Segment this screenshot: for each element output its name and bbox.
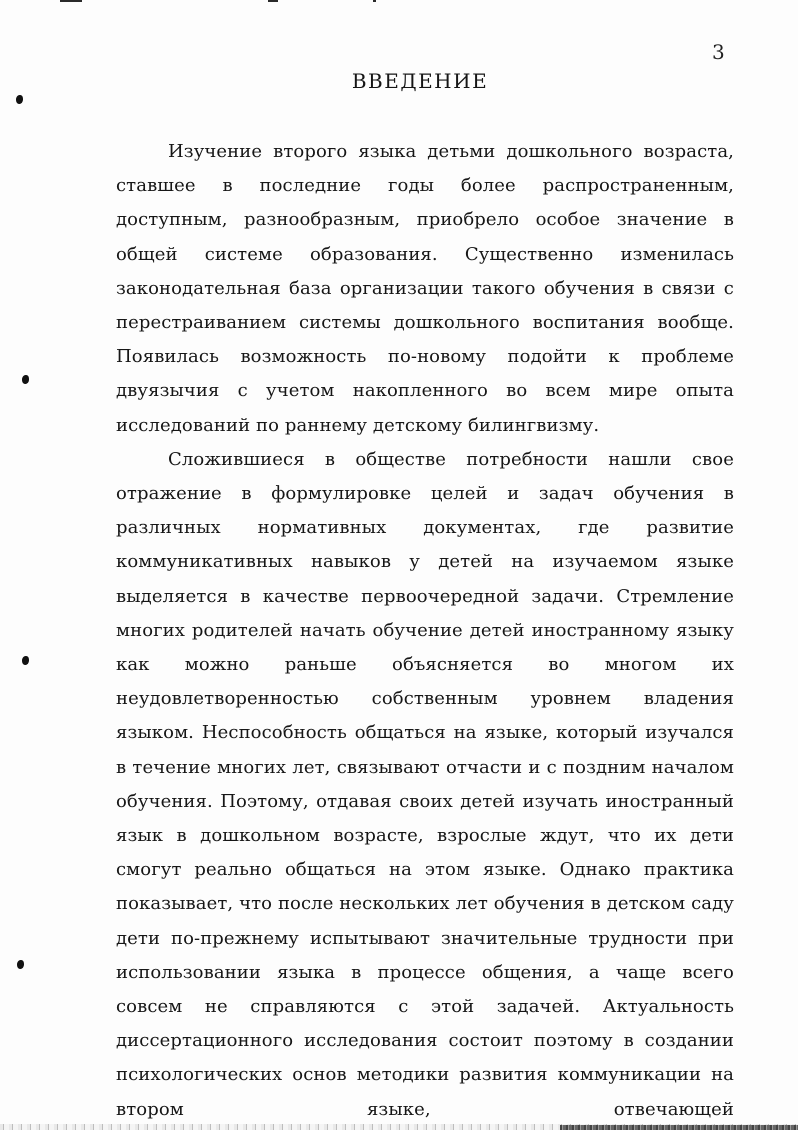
page-title: ВВЕДЕНИЕ bbox=[351, 69, 489, 93]
binding-hole-mark bbox=[22, 375, 29, 384]
binding-hole-mark bbox=[16, 95, 23, 104]
scan-edge-mark bbox=[373, 0, 376, 2]
binding-hole-mark bbox=[17, 960, 24, 969]
paragraph: Сложившиеся в обществе потребности нашли свое отражение в формулировке целей и задач обучения в различных нормативных документах, где развитие коммуникативных навыков у детей на изучаемом языке выделяется в качестве первоочередной задачи. Стремление многих родителей начать обучение детей иностранному языку как можно раньше объясняется во многом их неудовлетворенностью собственным уровнем владения языком. Неспособность общаться на языке, который изучался в течение многих лет, связывают отчасти и с поздним началом обучения. Поэтому, отдавая своих детей изучать иностранный язык в дошкольном возрасте, взрослые ждут, что их дети смогут реально общаться на этом языке. Однако практика показывает, что после нескольких лет обучения в детском саду дети по-прежнему испытывают значительные трудности при использовании языка в процессе общения, а чаще всего совсем не справляются с этой задачей. Актуальность диссертационного исследования состоит поэтому в создании психологических основ методики развития коммуникации на втором языке, отвечающей bbox=[116, 448, 734, 1120]
page-number: 3 bbox=[712, 40, 725, 64]
scan-edge-mark bbox=[268, 0, 278, 2]
body-text bbox=[116, 135, 734, 1127]
scan-bottom-edge bbox=[560, 1125, 798, 1130]
scan-edge-mark bbox=[60, 0, 82, 2]
paragraph: Изучение второго языка детьми дошкольного возраста, ставшее в последние годы более распространенным, доступным, разнообразным, приобрело особое значение в общей системе образования. Существенно изменилась законодательная база организации такого обучения в связи с перестраиванием системы дошкольного воспитания вообще. Появилась возможность по-новому подойти к проблеме двуязычия с учетом накопленного во всем мире опыта исследований по раннему детскому билингвизму. bbox=[116, 141, 734, 436]
binding-hole-mark bbox=[22, 656, 29, 665]
